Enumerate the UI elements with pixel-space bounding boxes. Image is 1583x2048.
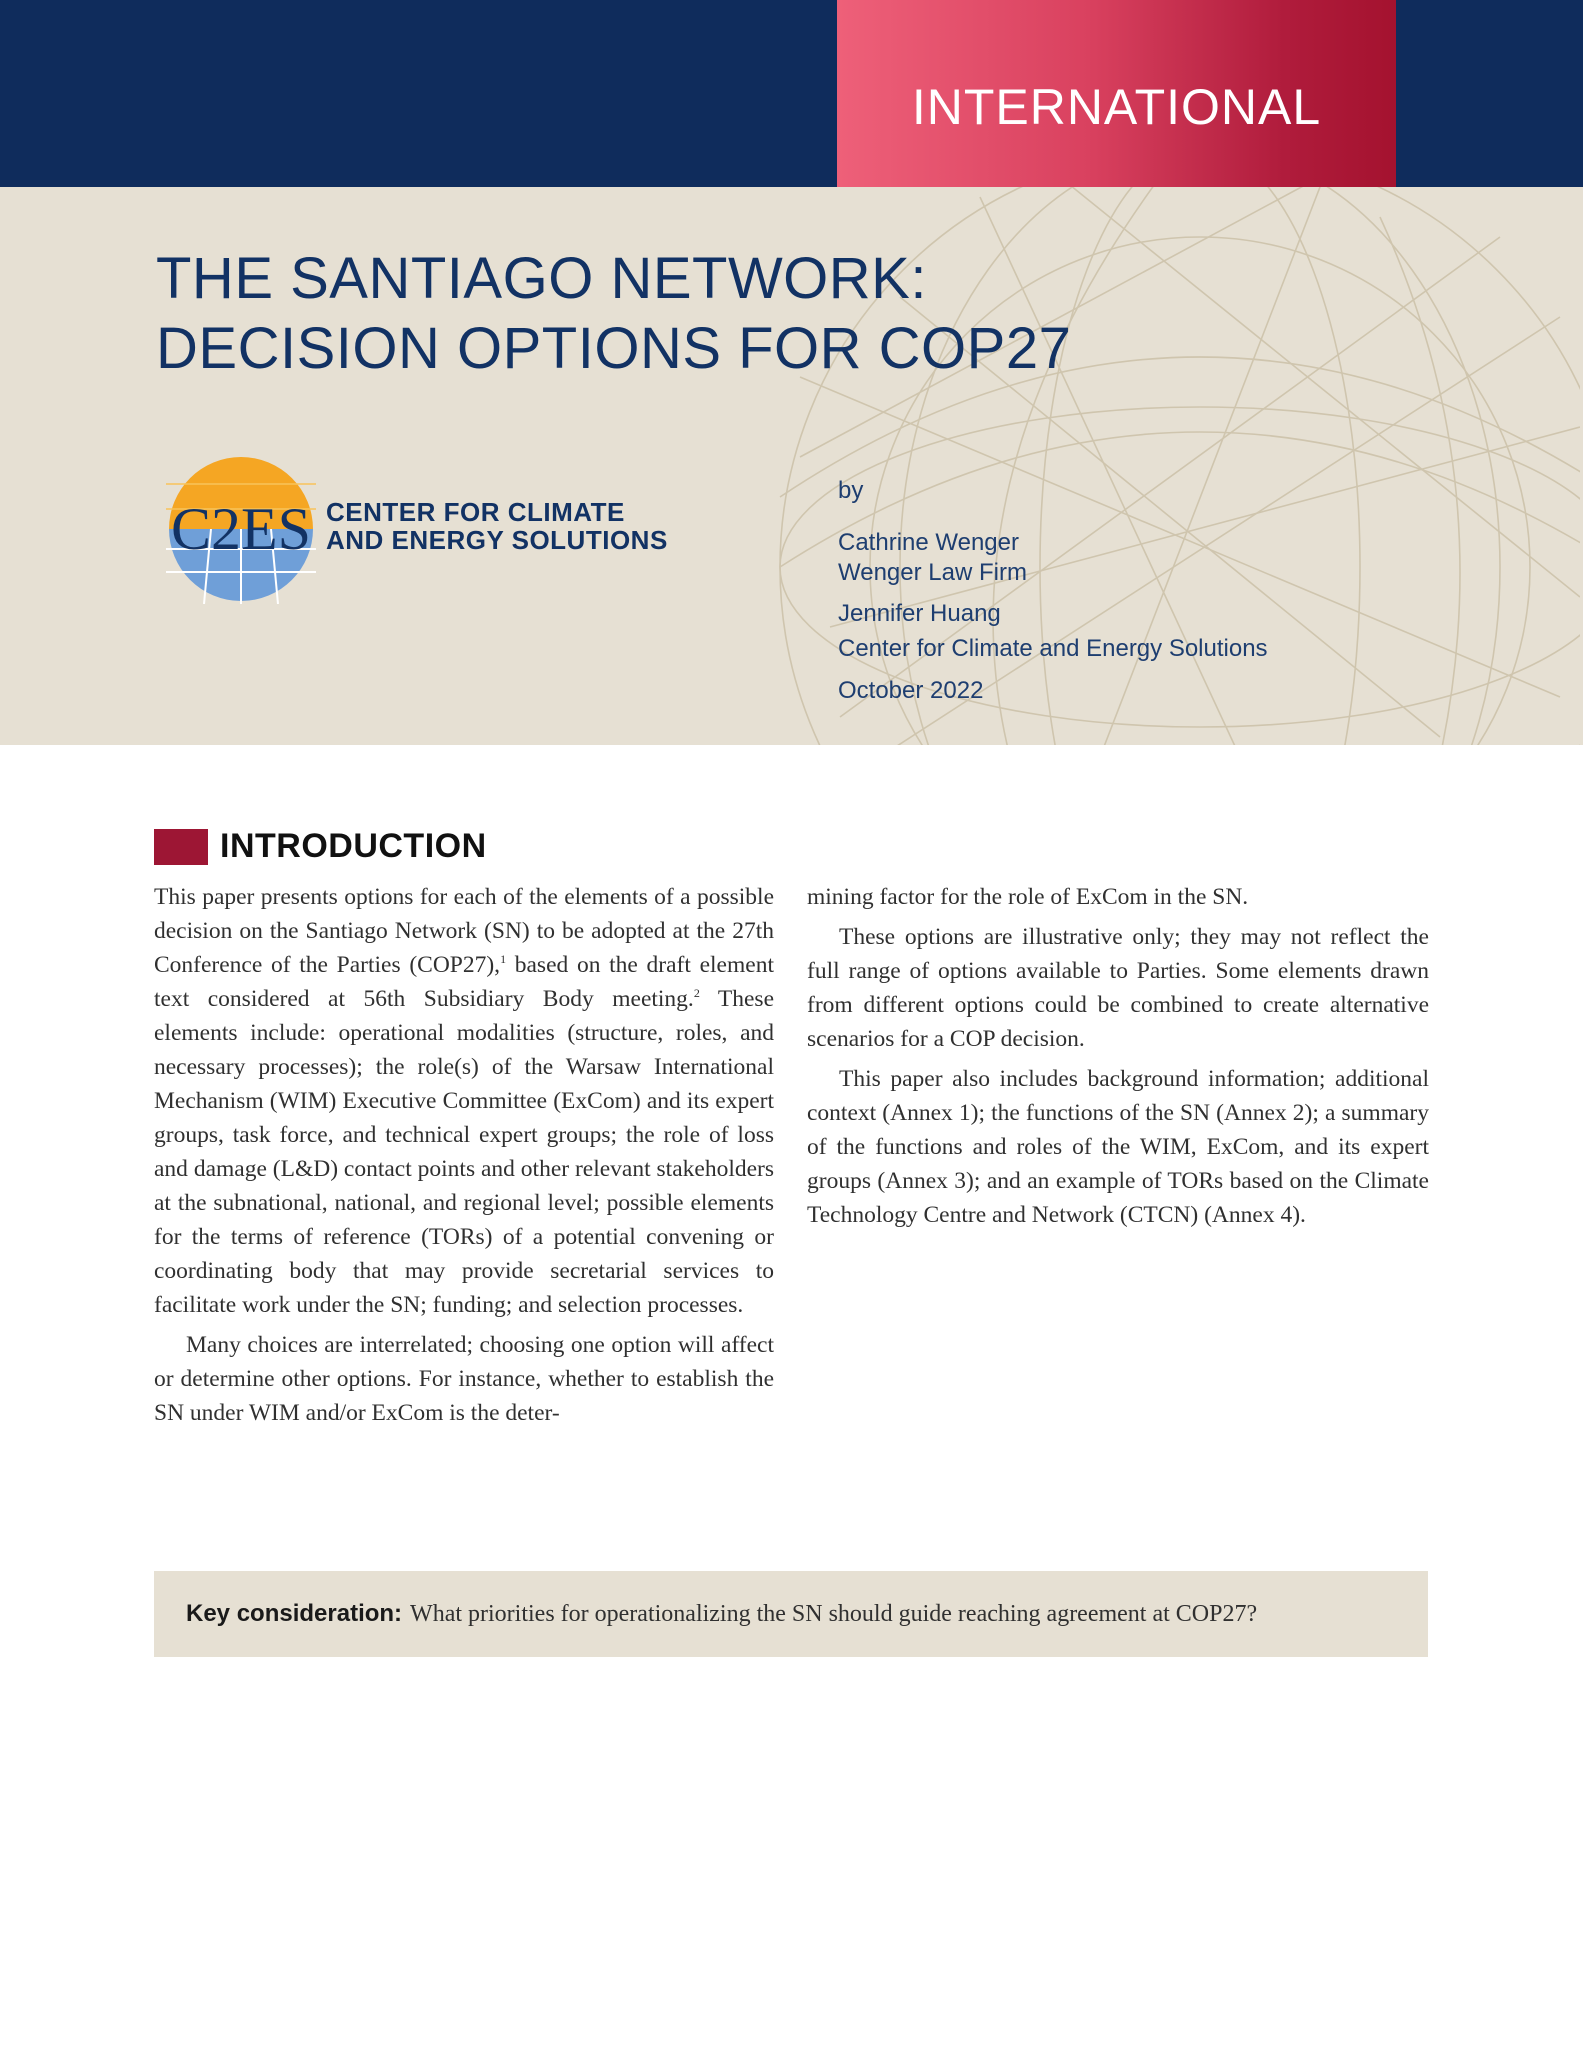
key-consideration-box [154, 1571, 1428, 1657]
body-column-right [807, 880, 1429, 1238]
introduction-heading [154, 827, 487, 866]
author-2-affiliation: Center for Climate and Energy Solutions [838, 635, 1268, 662]
footnote-ref-2[interactable]: 2 [693, 986, 700, 1001]
document-title [156, 244, 1071, 384]
intro-paragraph-4: This paper also includes background information; additional context (Annex 1); the functions of the SN (Annex 2); a summary of the functions and roles of the WIM, ExCom, and its expert groups (Annex 3); and an example of TORs based on the Climate Technology Centre and Network (CTCN) (Annex 4). [807, 1066, 1429, 1228]
author-1-affiliation: Wenger Law Firm [838, 559, 1027, 586]
byline-by: by [838, 477, 864, 504]
c2es-globe-icon [166, 454, 316, 604]
logo-name-line-1: CENTER FOR CLIMATE [326, 497, 625, 527]
category-label: INTERNATIONAL [911, 78, 1322, 135]
author-1-name: Cathrine Wenger [838, 529, 1019, 556]
key-consideration-text: What priorities for operationalizing the SN should guide reaching agreement at COP27? [410, 1600, 1258, 1627]
intro-paragraph-3: These options are illustrative only; they may not reflect the full range of options available to Parties. Some elements drawn from different options could be combined to create alternative scenarios for a COP decision. [807, 924, 1429, 1052]
intro-paragraph-2: Many choices are interrelated; choosing one option will affect or determine other options. For instance, whether to establish the SN under WIM and/or ExCom is the deter- [154, 1332, 774, 1426]
intro-paragraph-2-continued: mining factor for the role of ExCom in the SN. [807, 884, 1249, 910]
body-column-left [154, 880, 774, 1436]
key-consideration-label: Key consideration: [186, 1600, 403, 1627]
publication-date: October 2022 [838, 677, 984, 704]
category-tab [837, 0, 1396, 187]
heading-text: INTRODUCTION [220, 827, 487, 865]
svg-text:C2ES: C2ES [170, 496, 312, 562]
c2es-organization-name [326, 498, 668, 554]
title-header [0, 187, 1583, 745]
title-line-2: DECISION OPTIONS FOR COP27 [156, 316, 1072, 381]
intro-paragraph-1: This paper presents options for each of the elements of a possible decision on the Santiago Network (SN) to be adopted at the 27th Conference of the Parties (COP27),$^1$ based on the draft element text considered at 56th Subsidiary Body meeting.$^2$ These elements include: operational modalities (structure, roles, and necessary processes); the role(s) of the Warsaw International Mechanism (WIM) Executive Committee (ExCom) and its expert groups, task force, and technical expert groups; the role of loss and damage (L&D) contact points and other relevant stakeholders at the subnational, national, and regional level; possible elements for the terms of reference (TORs) of a potential convening or coordinating body that may provide secretarial services to facilitate work under the SN; funding; and selection processes. [154, 884, 775, 1318]
title-line-1: THE SANTIAGO NETWORK: [156, 246, 927, 311]
logo-name-line-2: AND ENERGY SOLUTIONS [326, 525, 668, 555]
heading-marker [154, 829, 208, 865]
footnote-ref-1[interactable]: 1 [500, 952, 507, 967]
c2es-logo [166, 454, 706, 604]
author-2-name: Jennifer Huang [838, 600, 1001, 627]
